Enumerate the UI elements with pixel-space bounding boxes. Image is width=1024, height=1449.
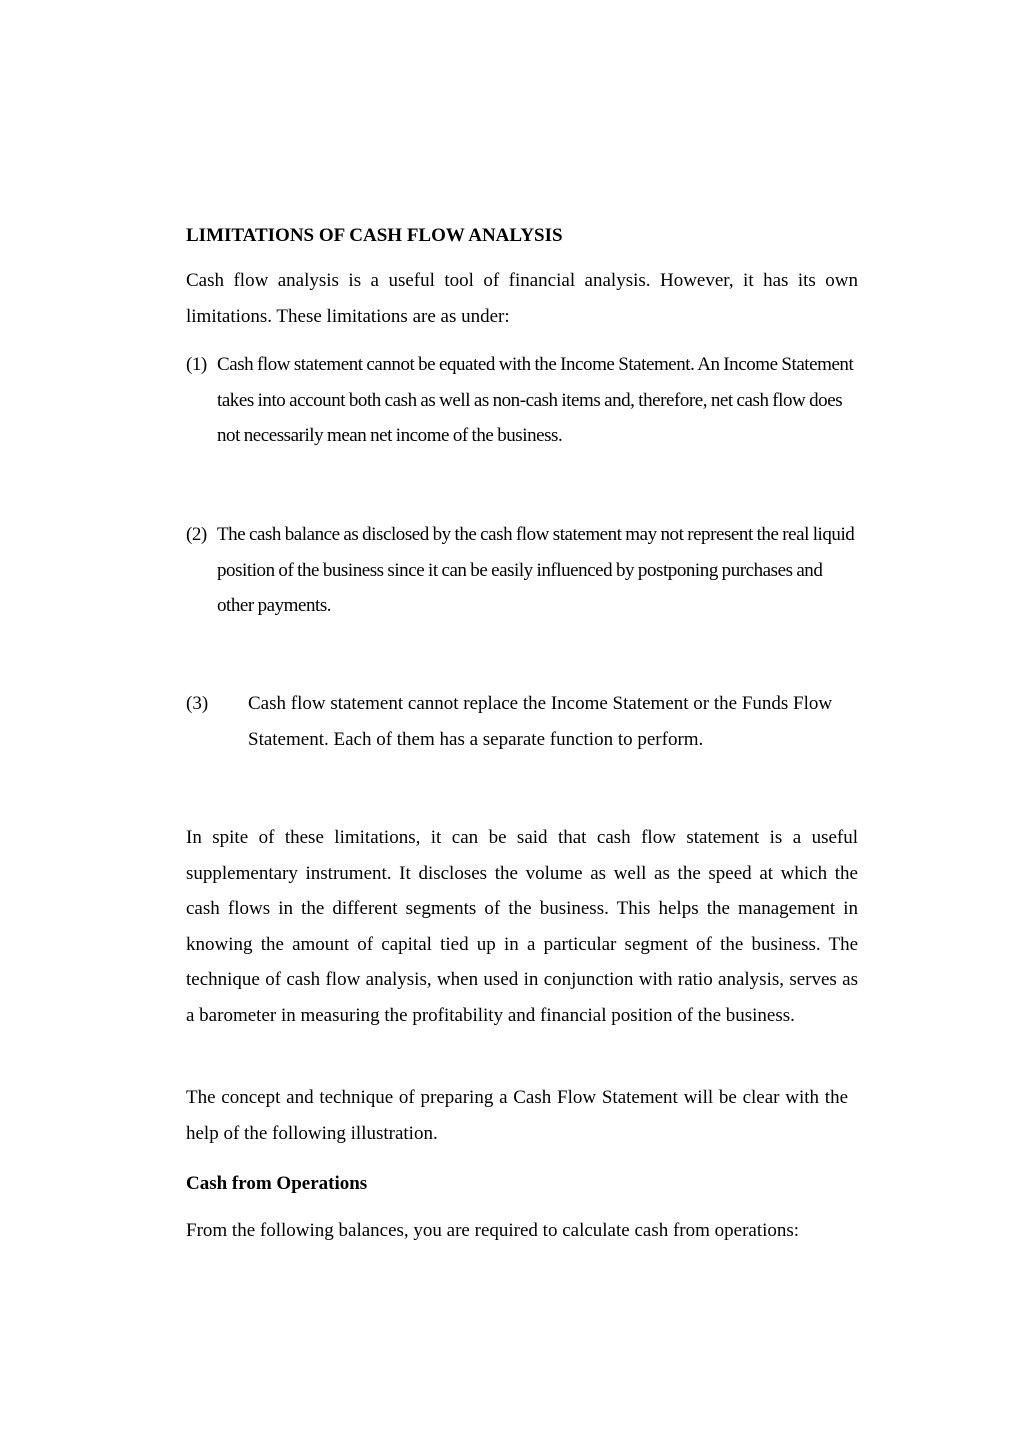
limitation-text: Cash flow statement cannot replace the Income Statement or the Funds Flow Statement. Each of them has a separate function to perform. (248, 693, 833, 750)
section-title: LIMITATIONS OF CASH FLOW ANALYSIS (186, 225, 563, 246)
limitation-number: (2) (186, 524, 207, 545)
conclusion-paragraph: In spite of these limitations, it can be said that cash flow statement is a useful supplementary instrument. It discloses the volume as well as the speed at which the cash flows in the different segments of the business. This helps the management in knowing the amount of capital tied up in a particular segment of the business. The technique of cash flow analysis, when used in conjunction with ratio analysis, serves as a barometer in measuring the profitability and financial position of the business. (186, 827, 858, 1026)
limitation-item-3 (186, 686, 858, 757)
intro-paragraph: Cash flow analysis is a useful tool of financial analysis. However, it has its own limitations. These limitations are as under: (186, 270, 858, 327)
limitation-number: (1) (186, 354, 207, 375)
limitation-item-1 (186, 347, 858, 454)
limitation-number: (3) (186, 693, 209, 714)
limitation-item-2 (186, 517, 858, 624)
limitation-text: Cash flow statement cannot be equated with the Income Statement. An Income Statement takes into account both cash as well as non-cash items and, therefore, net cash flow does not necessarily mean net income of the business. (217, 354, 854, 446)
subheading: Cash from Operations (186, 1173, 368, 1194)
illustration-paragraph: The concept and technique of preparing a Cash Flow Statement will be clear with the help of the following illustration. (186, 1087, 848, 1144)
exercise-paragraph: From the following balances, you are required to calculate cash from operations: (186, 1220, 800, 1241)
limitation-text: The cash balance as disclosed by the cash flow statement may not represent the real liquid position of the business since it can be easily influenced by postponing purchases and other payments. (217, 524, 855, 616)
